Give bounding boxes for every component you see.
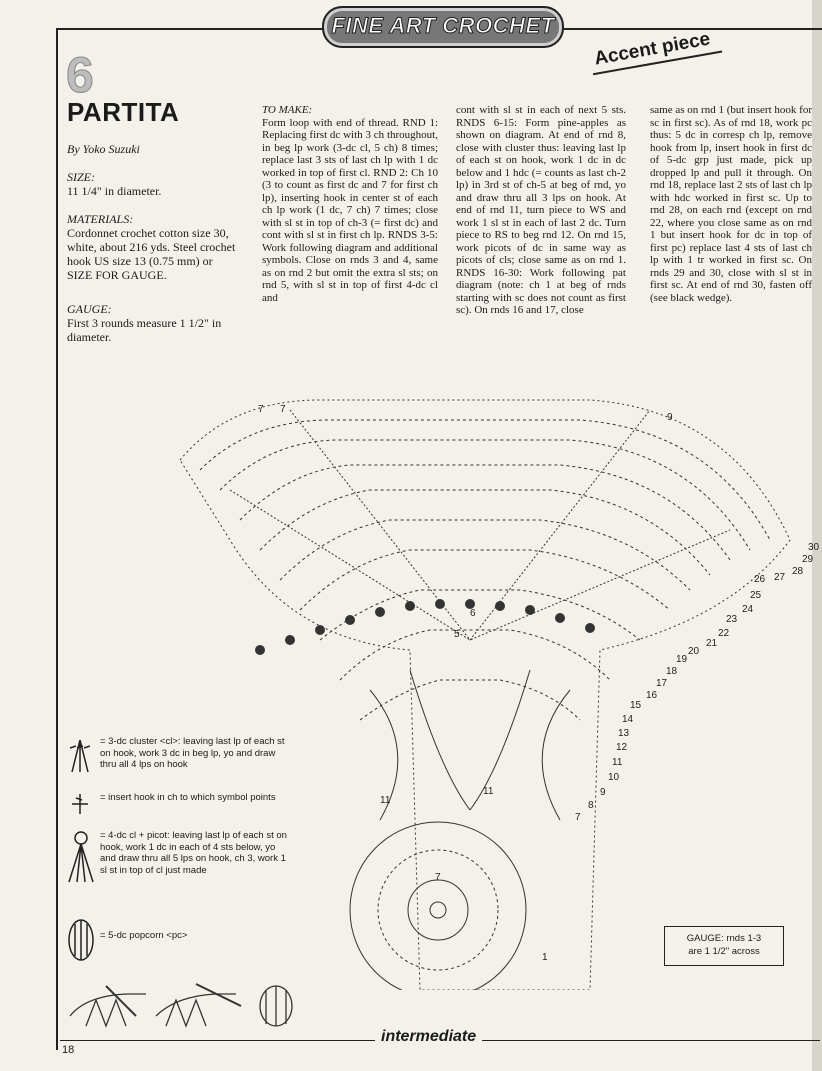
pattern-byline: By Yoko Suzuki (67, 142, 140, 156)
gauge-text: First 3 rounds measure 1 1/2" in diameter. (67, 316, 222, 344)
round-number-label: 18 (666, 666, 678, 677)
round-number-label: 10 (608, 772, 620, 783)
instructions-text-2: cont with sl st in each of next 5 sts. RNDS 6-15: Form pine-apples as shown on diagram. At end of rnd 8, close with cluster thus: leaving last lp of each st on hook, work 1 dc in dc below and 1 hdc (= counts as last ch-2 lp) in 3rd st of ch-5 at beg of rnd, yo and draw thru all 3 lps on hook. At end of rnd 11, turn piece to WS and work 1 sl st in each of last 2 dc. Turn piece to RS to beg rnd 12. On rnd 15, work picots of dc in same way as picots of cls; close same as on rnd 1. RNDS 16-30: Work following pat diagram (note: ch 1 at beg of rnds starting with sc does not count as first sc). On rnds 16 and 17, close (456, 104, 626, 316)
round-number-label: 11 (612, 757, 623, 768)
banner-text: FINE ART CROCHET (331, 13, 555, 38)
motif-label: 7 (258, 404, 264, 415)
legend-text: = 5-dc popcorn <pc> (100, 930, 188, 941)
size-section (67, 170, 237, 198)
legend-item (66, 792, 296, 822)
motif-label: 9 (667, 412, 673, 423)
round-number-label: 24 (742, 604, 754, 615)
round-number-label: 27 (774, 572, 786, 583)
round-number-label: 26 (754, 574, 766, 585)
size-text: 11 1/4" in diameter. (67, 184, 162, 198)
round-number-label: 16 (646, 690, 658, 701)
crochet-chart (170, 390, 820, 990)
round-number-label: 19 (676, 654, 688, 665)
gauge-box-line2: are 1 1/2" across (688, 946, 760, 957)
round-number-label: 21 (706, 638, 718, 649)
round-number-label: 20 (688, 646, 700, 657)
motif-label: 5 (454, 629, 460, 640)
motif-label: 11 (483, 786, 494, 797)
legend-text: = 3-dc cluster <cl>: leaving last lp of each st on hook, work 3 dc in beg lp, yo and draw thru all 4 lps on hook (100, 736, 285, 770)
page-number: 18 (62, 1044, 75, 1056)
materials-section (67, 212, 237, 282)
round-number-label: 29 (802, 554, 814, 565)
instructions-text-1: Form loop with end of thread. RND 1: Replacing first dc with 3 ch throughout, in beg lp work (3-dc cl, 5 ch) 8 times; replace last 3 sts of last ch lp with 1 dc worked in top of first cl. RND 2: Ch 10 (3 to count as first dc and 7 for first ch lp), inserting hook in center st of each ch lp work (1 dc, 7 ch) 7 times; close with sl st in top of ch-3 (= first dc) and cont with sl st in first ch lp. RNDS 3-5: Work following diagram and additional symbols. Close on rnds 3 and 4, same as on rnd 2 but omit the extra sl sts; on rnd 5, with sl st in top of first 4-dc cl and (262, 116, 438, 304)
materials-heading: MATERIALS: (67, 212, 134, 226)
round-number-label: 14 (622, 714, 634, 725)
section-banner (322, 6, 564, 48)
motif-label: 7 (435, 872, 441, 883)
pattern-title: PARTITA (67, 97, 180, 127)
accent-label: Accent piece (589, 27, 723, 75)
3-dc-cluster-icon (66, 736, 94, 776)
instructions-text-3: same as on rnd 1 (but insert hook for sc in first sc). As of rnd 18, work pc thus: 5 dc in corresp ch lp, remove hook from lp, insert hook in first dc of 5-dc grp just made, pick up dropped lp and pull it through. On rnd 18, replace last 2 sts of last ch lp with hdc worked in first sc. Up to rnd 28, on each rnd (except on rnd 22, where you close same as on rnd 1 but insert hook for dc in top of first pc) replace last 4 sts of last ch lp with 1 tr worked in first sc. On rnds 29 and 30, close with sl st in first sc. At end of rnd 30, fasten off (see black wedge). (650, 104, 812, 304)
materials-text: Cordonnet crochet cotton size 30, white, about 216 yds. Steel crochet hook US size 13 (0.75 mm) or SIZE FOR GAUGE. (67, 226, 236, 282)
gauge-box (664, 926, 784, 966)
round-number-label: 28 (792, 566, 804, 577)
legend-item (66, 736, 296, 786)
legend-text: = 4-dc cl + picot: leaving last lp of each st on hook, work 1 dc in each of 4 sts below, yo and draw thru all 5 lps on hook, ch 3, work 1 sl st in top of cl just made (100, 830, 287, 876)
round-number-label: 23 (726, 614, 738, 625)
round-number-label: 15 (630, 700, 642, 711)
gauge-box-line1: GAUGE: rnds 1-3 (686, 933, 762, 944)
skill-level-badge: intermediate (375, 1028, 482, 1046)
gauge-heading: GAUGE: (67, 302, 112, 316)
instructions-column-2 (456, 104, 626, 317)
center-medallion-ring (350, 822, 526, 990)
4-dc-cl-picot-icon (66, 830, 96, 886)
motif-label: 6 (470, 608, 476, 619)
round-number-label: 1 (542, 952, 548, 963)
stitch-illustrations (66, 976, 306, 1032)
size-heading: SIZE: (67, 170, 95, 184)
round-number-label: 9 (600, 787, 606, 798)
round-number-label: 22 (718, 628, 730, 639)
pattern-number: 6 (66, 47, 94, 103)
motif-label: 11 (380, 795, 391, 806)
legend-item (66, 916, 296, 966)
motif-label: 7 (280, 404, 286, 415)
round-number-label: 30 (808, 542, 820, 553)
round-number-labels (542, 542, 820, 963)
round-number-label: 25 (750, 590, 762, 601)
instructions-heading: TO MAKE: (262, 104, 313, 116)
legend-text: = insert hook in ch to which symbol points (100, 792, 276, 803)
gauge-section (67, 302, 237, 344)
popcorn-icon (66, 916, 96, 964)
round-number-label: 8 (588, 800, 594, 811)
instructions-column-1 (262, 104, 438, 304)
round-number-label: 7 (575, 812, 581, 823)
round-number-label: 13 (618, 728, 630, 739)
round-number-label: 17 (656, 678, 668, 689)
insert-hook-icon (66, 792, 94, 816)
chart-outline (180, 400, 790, 990)
instructions-column-3 (650, 104, 812, 304)
legend-item (66, 830, 296, 890)
round-number-label: 12 (616, 742, 628, 753)
motif-labels (258, 404, 673, 883)
